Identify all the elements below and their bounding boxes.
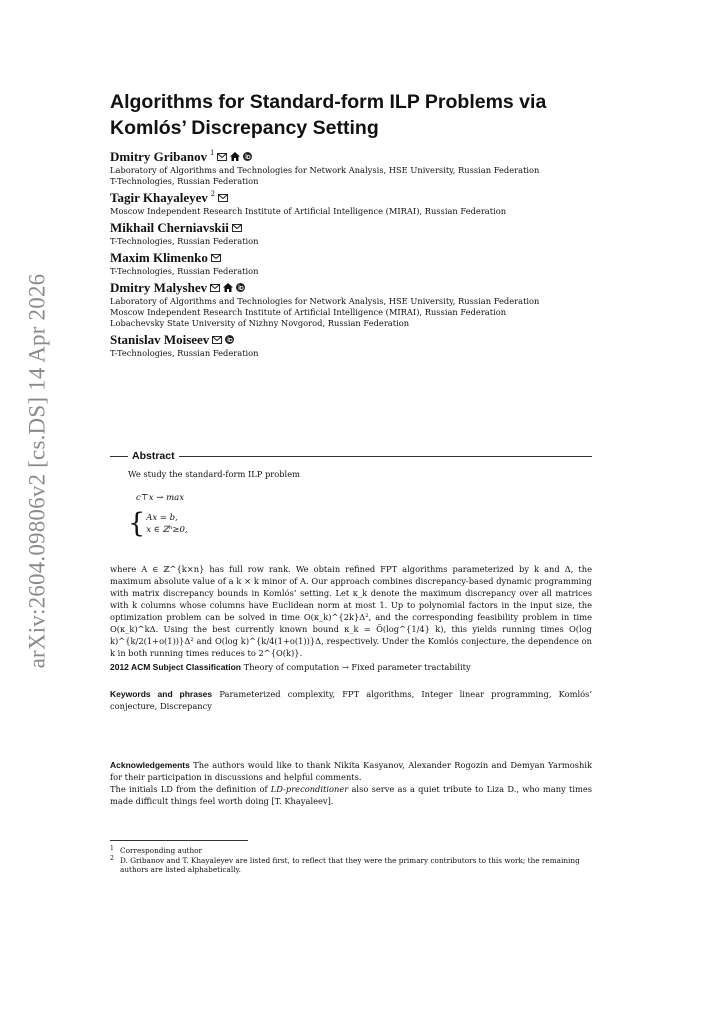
author-name-row <box>110 220 592 236</box>
envelope-icon[interactable] <box>232 220 242 236</box>
acknowledgements-text: The authors would like to thank Nikita Kasyanov, Alexander Rogozin and Demyan Yarmoshik for their participation in discussions and helpful comments. <box>110 760 593 782</box>
author-name: Dmitry Gribanov <box>110 149 208 164</box>
acm-heading: 2012 ACM Subject Classification <box>110 662 242 672</box>
envelope-icon[interactable] <box>211 250 221 266</box>
footnote <box>110 846 592 856</box>
arxiv-sidebar <box>12 273 62 669</box>
abstract-intro: We study the standard-form ILP problem <box>128 469 300 479</box>
keywords-section <box>110 688 592 712</box>
footnote-mark: 1 <box>110 845 114 852</box>
acm-text: Theory of computation → Fixed parameter tractability <box>243 662 471 672</box>
home-icon[interactable] <box>230 149 240 165</box>
author-name: Mikhail Cherniavskii <box>110 220 229 235</box>
author-affiliation: Laboratory of Algorithms and Technologies for Network Analysis, HSE University, Russian Federation <box>110 165 540 175</box>
acm-classification <box>110 661 592 673</box>
ack-text2-italic: LD-preconditioner <box>270 784 349 794</box>
abstract-intro-block <box>128 468 592 537</box>
constraint-equality: Ax = b, <box>146 512 178 523</box>
footnote-mark: 2 <box>110 854 114 862</box>
abstract-heading-rule <box>110 449 592 463</box>
author-entry <box>110 250 592 277</box>
author-name-row <box>110 190 592 206</box>
objective-formula: c⊤x → max <box>136 493 184 503</box>
author-name: Maxim Klimenko <box>110 250 208 265</box>
envelope-icon[interactable] <box>218 190 228 206</box>
author-entry <box>110 220 592 247</box>
footnote-rule <box>110 840 248 841</box>
author-entry <box>110 149 592 187</box>
constraints <box>146 512 187 536</box>
envelope-icon[interactable] <box>212 332 222 348</box>
footnotes <box>110 846 592 875</box>
author-name: Tagir Khayaleyev <box>110 190 208 205</box>
author-affiliation: Laboratory of Algorithms and Technologies for Network Analysis, HSE University, Russian Federation <box>110 296 540 306</box>
rule-right <box>179 456 592 457</box>
author-affiliation: T-Technologies, Russian Federation <box>110 236 259 246</box>
arxiv-identifier: arXiv:2604.09806v2 [cs.DS] 14 Apr 2026 <box>24 273 49 669</box>
ack-text2-prefix: The initials LD from the definition of <box>110 784 268 794</box>
author-affiliation: T-Technologies, Russian Federation <box>110 266 259 276</box>
author-footnote-mark: 1 <box>210 148 215 157</box>
orcid-icon[interactable] <box>225 332 234 348</box>
author-entry <box>110 332 592 359</box>
author-list <box>110 149 592 362</box>
author-name-row <box>110 332 592 348</box>
home-icon[interactable] <box>223 280 233 296</box>
author-affiliation: Moscow Independent Research Institute of Artificial Intelligence (MIRAI), Russian Federation <box>110 307 507 317</box>
author-affiliation: Lobachevsky State University of Nizhny Novgorod, Russian Federation <box>110 318 410 328</box>
acknowledgements-heading: Acknowledgements <box>110 760 190 770</box>
author-affiliation: Moscow Independent Research Institute of Artificial Intelligence (MIRAI), Russian Federation <box>110 206 507 216</box>
author-footnote-mark: 2 <box>210 189 215 198</box>
footnote <box>110 856 592 875</box>
left-brace: { <box>128 508 146 539</box>
envelope-icon[interactable] <box>217 149 227 165</box>
author-name: Stanislav Moiseev <box>110 332 210 347</box>
author-affiliation: T-Technologies, Russian Federation <box>110 348 259 358</box>
abstract-body-text: where A ∈ ℤ^{k×n} has full row rank. We obtain refined FPT algorithms parameterized by k and Δ, the maximum absolute value of a k × k minor of A. Our approach combines discrepancy-based dynamic programming with matrix discrepancy bounds in Komlós’ setting. Let κ_k denote the maximum discrepancy over all matrices with k columns whose columns have Euclidean norm at most 1. Up to polynomial factors in the input size, the optimization problem can be solved in time O(κ_k)^{2k}Δ², and the corresponding feasibility problem in time O(κ_k)^kΔ. Using the best currently known bound κ_k = Õ(log^{1/4} k), this yields running times O(log k)^{k/2(1+o(1))}Δ² and O(log k)^{k/4(1+o(1))}Δ, respectively. Under the Komlós conjecture, the dependence on k in both running times reduces to 2^{O(k)}. <box>110 564 592 658</box>
author-name-row <box>110 250 592 266</box>
rule-left <box>110 456 128 457</box>
paper-title: Algorithms for Standard-form ILP Problems via Komlós’ Discrepancy Setting <box>110 91 547 139</box>
orcid-icon[interactable] <box>236 280 245 296</box>
keywords-text: Parameterized complexity, FPT algorithms, Integer linear programming, Komlós’ conjecture, Discrepancy <box>110 689 593 711</box>
author-entry <box>110 280 592 329</box>
footnote-text: Corresponding author <box>120 846 203 855</box>
acknowledgements-section <box>110 759 592 807</box>
author-entry <box>110 190 592 217</box>
ack-text2-suffix: also serve as a quiet tribute to Liza D., who many times made difficult things feel worth doing [T. Khayaleev]. <box>110 784 593 806</box>
author-name-row <box>110 280 592 296</box>
envelope-icon[interactable] <box>210 280 220 296</box>
orcid-icon[interactable] <box>243 149 252 165</box>
keywords-heading: Keywords and phrases <box>110 689 213 699</box>
constraint-domain: x ∈ ℤⁿ≥0, <box>146 524 188 535</box>
author-affiliation: T-Technologies, Russian Federation <box>110 176 259 186</box>
author-name-row <box>110 149 592 165</box>
author-name: Dmitry Malyshev <box>110 280 208 295</box>
abstract-body <box>110 563 592 659</box>
abstract-heading: Abstract <box>132 450 175 462</box>
constraint-system <box>128 510 592 537</box>
footnote-text: D. Gribanov and T. Khayaleyev are listed first, to reflect that they were the primary contributors to this work; the remaining authors are listed alphabetically. <box>120 855 580 874</box>
